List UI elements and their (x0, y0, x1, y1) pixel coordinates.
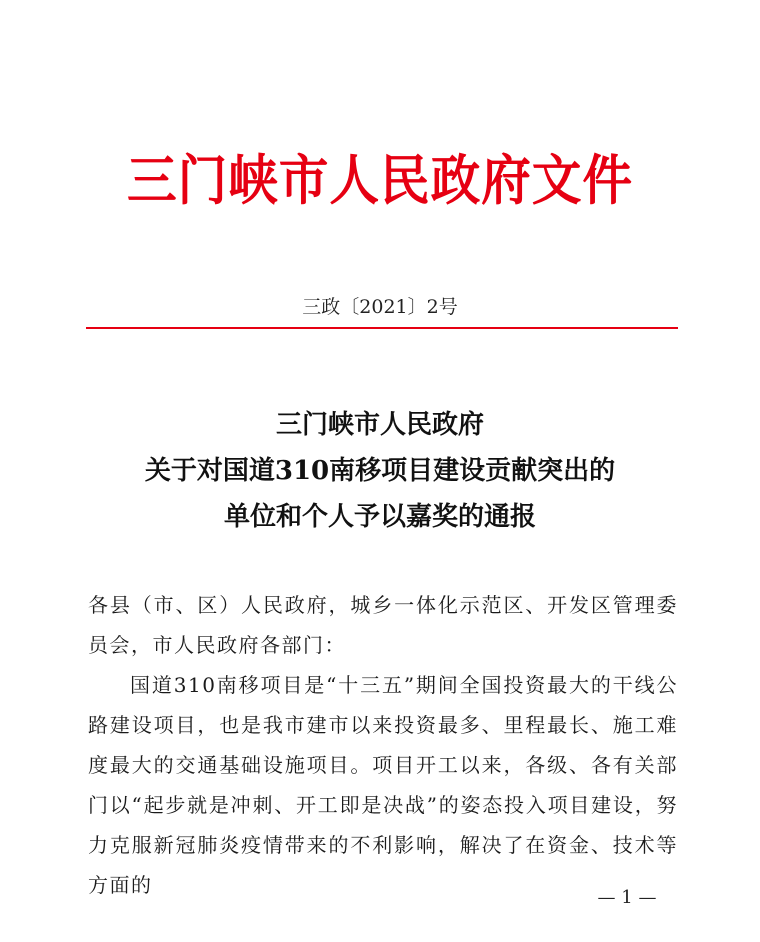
page-number: — 1 — (597, 887, 657, 908)
notice-title-line-1: 三门峡市人民政府 (275, 410, 484, 440)
document-body (88, 585, 678, 905)
notice-title-line-3: 单位和个人予以嘉奖的通报 (223, 502, 536, 532)
notice-title-line-2: 关于对国道310南移项目建设贡献突出的 (144, 456, 616, 486)
document-header-title: 三门峡市人民政府文件 (126, 148, 633, 212)
salutation-paragraph: 各县（市、区）人民政府，城乡一体化示范区、开发区管理委员会，市人民政府各部门： (88, 593, 678, 657)
notice-title (0, 402, 760, 540)
red-divider-line (86, 327, 678, 329)
document-number: 三政〔2021〕2号 (302, 296, 458, 318)
body-paragraph: 国道310南移项目是“十三五”期间全国投资最大的干线公路建设项目，也是我市建市以来投资最多、里程最长、施工难度最大的交通基础设施项目。项目开工以来，各级、各有关部门以“起步就是冲刺、开工即是决战”的姿态投入项目建设，努力克服新冠肺炎疫情带来的不利影响，解决了在资金、技术等方面的 (88, 673, 678, 897)
